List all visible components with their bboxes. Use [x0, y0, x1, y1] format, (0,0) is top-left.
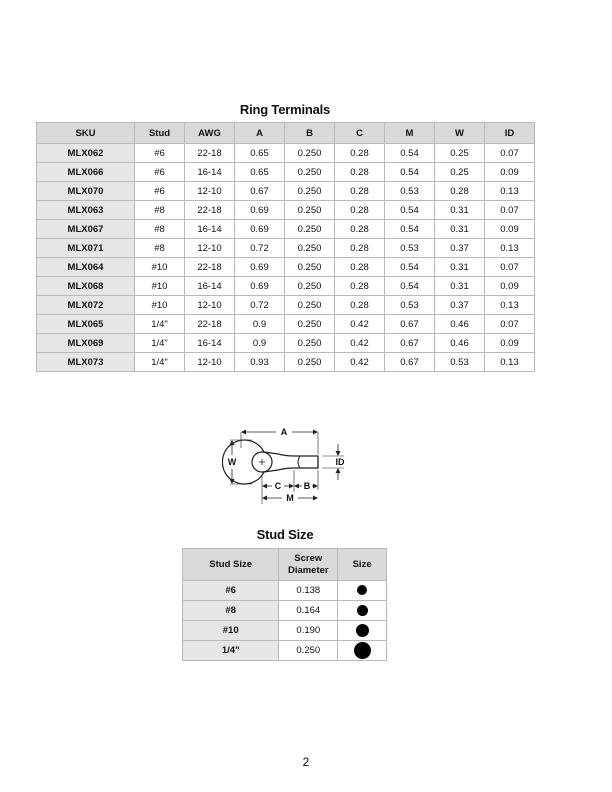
table-cell: 22-18 [185, 315, 235, 334]
table-cell: 0.07 [485, 201, 535, 220]
size-dot-cell [338, 601, 387, 621]
header-b: B [285, 123, 335, 144]
table-cell: 0.28 [335, 296, 385, 315]
table-row [37, 144, 535, 163]
table-cell: 16-14 [185, 220, 235, 239]
table-cell: 0.69 [235, 277, 285, 296]
table-cell: 0.37 [435, 296, 485, 315]
table-row [183, 621, 387, 641]
table-cell: 0.25 [435, 163, 485, 182]
table-row [37, 353, 535, 372]
table-cell: 0.250 [285, 353, 335, 372]
table-cell: 0.13 [485, 239, 535, 258]
table-cell: 0.28 [335, 182, 385, 201]
header-a: A [235, 123, 285, 144]
table-cell: #10 [135, 258, 185, 277]
screw-diameter-cell: 0.138 [279, 581, 338, 601]
header-c: C [335, 123, 385, 144]
table-cell: 12-10 [185, 182, 235, 201]
table-cell: 22-18 [185, 258, 235, 277]
table-cell: 0.07 [485, 315, 535, 334]
table-cell: 0.67 [385, 353, 435, 372]
table-cell: #10 [135, 296, 185, 315]
screw-diameter-cell: 0.250 [279, 641, 338, 661]
table-cell: 0.250 [285, 258, 335, 277]
sku-cell: MLX068 [37, 277, 135, 296]
table-cell: 0.28 [335, 220, 385, 239]
table-cell: 12-10 [185, 296, 235, 315]
table-cell: 0.54 [385, 201, 435, 220]
table-cell: 0.46 [435, 315, 485, 334]
table-row [37, 239, 535, 258]
screw-diameter-cell: 0.190 [279, 621, 338, 641]
table-cell: 0.53 [385, 182, 435, 201]
table-cell: 12-10 [185, 353, 235, 372]
table-cell: 0.28 [435, 182, 485, 201]
stud-size-cell: 1/4" [183, 641, 279, 661]
sku-cell: MLX073 [37, 353, 135, 372]
table-cell: 0.28 [335, 201, 385, 220]
header-stud: Stud [135, 123, 185, 144]
table-row [37, 201, 535, 220]
table-row [37, 182, 535, 201]
ring-terminal-dimension-diagram [222, 420, 352, 506]
size-dot-cell [338, 621, 387, 641]
table-cell: 0.65 [235, 163, 285, 182]
table-cell: #6 [135, 144, 185, 163]
sku-cell: MLX067 [37, 220, 135, 239]
ring-terminals-title: Ring Terminals [239, 102, 331, 117]
table-cell: 0.53 [385, 239, 435, 258]
table-cell: 1/4" [135, 334, 185, 353]
table-cell: 0.31 [435, 258, 485, 277]
sku-cell: MLX070 [37, 182, 135, 201]
table-cell: 0.67 [385, 315, 435, 334]
table-cell: 0.28 [335, 277, 385, 296]
table-cell: 0.13 [485, 182, 535, 201]
dim-label-id: ID [335, 457, 345, 467]
sku-cell: MLX066 [37, 163, 135, 182]
ring-terminals-table [36, 122, 535, 372]
table-cell: 0.250 [285, 239, 335, 258]
table-cell: 0.28 [335, 258, 385, 277]
table-cell: 0.54 [385, 220, 435, 239]
table-row [37, 220, 535, 239]
table-cell: 16-14 [185, 163, 235, 182]
sku-cell: MLX069 [37, 334, 135, 353]
table-cell: 1/4" [135, 315, 185, 334]
dim-label-c: C [274, 481, 282, 491]
stud-size-dot-icon [354, 642, 371, 659]
stud-size-cell: #10 [183, 621, 279, 641]
table-cell: 1/4" [135, 353, 185, 372]
table-cell: 0.250 [285, 144, 335, 163]
table-row [37, 258, 535, 277]
table-cell: 0.250 [285, 277, 335, 296]
header-awg: AWG [185, 123, 235, 144]
table-cell: 0.65 [235, 144, 285, 163]
table-cell: 22-18 [185, 144, 235, 163]
table-cell: #8 [135, 220, 185, 239]
table-header-row [37, 123, 535, 144]
dim-label-w: W [227, 457, 237, 467]
table-cell: 0.31 [435, 277, 485, 296]
table-cell: 0.69 [235, 258, 285, 277]
table-cell: 16-14 [185, 334, 235, 353]
table-cell: 0.09 [485, 220, 535, 239]
table-cell: 0.13 [485, 296, 535, 315]
dim-label-b: B [303, 481, 311, 491]
table-cell: 0.69 [235, 220, 285, 239]
table-cell: 0.250 [285, 201, 335, 220]
size-dot-cell [338, 581, 387, 601]
terminal-outline [222, 440, 318, 484]
sku-cell: MLX063 [37, 201, 135, 220]
table-cell: 0.69 [235, 201, 285, 220]
page-number: 2 [302, 755, 310, 769]
dim-label-m: M [286, 493, 294, 503]
table-cell: 0.42 [335, 315, 385, 334]
table-cell: 0.9 [235, 334, 285, 353]
table-cell: 0.09 [485, 334, 535, 353]
table-cell: 0.09 [485, 163, 535, 182]
stud-size-cell: #8 [183, 601, 279, 621]
sku-cell: MLX065 [37, 315, 135, 334]
table-cell: 0.37 [435, 239, 485, 258]
table-cell: 0.42 [335, 334, 385, 353]
table-cell: 0.54 [385, 258, 435, 277]
table-header-row [183, 549, 387, 581]
table-cell: 0.53 [385, 296, 435, 315]
table-cell: 0.9 [235, 315, 285, 334]
sku-cell: MLX064 [37, 258, 135, 277]
table-cell: 0.250 [285, 334, 335, 353]
table-cell: #6 [135, 182, 185, 201]
table-cell: 0.67 [385, 334, 435, 353]
table-cell: #10 [135, 277, 185, 296]
table-cell: 0.54 [385, 163, 435, 182]
table-row [183, 601, 387, 621]
table-cell: 0.72 [235, 239, 285, 258]
table-cell: 0.42 [335, 353, 385, 372]
table-cell: 0.250 [285, 315, 335, 334]
stud-size-cell: #6 [183, 581, 279, 601]
table-row [183, 641, 387, 661]
table-cell: #8 [135, 201, 185, 220]
table-cell: 0.13 [485, 353, 535, 372]
table-row [37, 334, 535, 353]
table-cell: 0.250 [285, 296, 335, 315]
header-screw-diameter: Screw Diameter [279, 549, 338, 581]
sku-cell: MLX071 [37, 239, 135, 258]
table-cell: 0.72 [235, 296, 285, 315]
header-w: W [435, 123, 485, 144]
header-stud-size: Stud Size [183, 549, 279, 581]
stud-size-table [182, 548, 387, 661]
table-cell: 0.28 [335, 239, 385, 258]
table-cell: 0.93 [235, 353, 285, 372]
table-cell: 0.31 [435, 220, 485, 239]
table-cell: 16-14 [185, 277, 235, 296]
table-row [183, 581, 387, 601]
table-cell: 0.28 [335, 144, 385, 163]
sku-cell: MLX072 [37, 296, 135, 315]
table-cell: #8 [135, 239, 185, 258]
table-cell: 12-10 [185, 239, 235, 258]
dim-label-a: A [280, 427, 288, 437]
table-cell: 0.250 [285, 220, 335, 239]
table-cell: 0.07 [485, 258, 535, 277]
table-cell: 0.53 [435, 353, 485, 372]
header-m: M [385, 123, 435, 144]
table-cell: 0.250 [285, 182, 335, 201]
header-id: ID [485, 123, 535, 144]
table-cell: 0.31 [435, 201, 485, 220]
table-cell: 0.28 [335, 163, 385, 182]
table-cell: 0.07 [485, 144, 535, 163]
table-row [37, 296, 535, 315]
sku-cell: MLX062 [37, 144, 135, 163]
table-cell: 0.54 [385, 277, 435, 296]
table-cell: 0.25 [435, 144, 485, 163]
table-cell: 0.67 [235, 182, 285, 201]
header-sku: SKU [37, 123, 135, 144]
table-cell: 22-18 [185, 201, 235, 220]
stud-size-title: Stud Size [256, 527, 314, 542]
table-cell: 0.46 [435, 334, 485, 353]
table-row [37, 315, 535, 334]
size-dot-cell [338, 641, 387, 661]
table-cell: 0.250 [285, 163, 335, 182]
stud-size-dot-icon [356, 624, 369, 637]
screw-diameter-cell: 0.164 [279, 601, 338, 621]
stud-size-dot-icon [357, 605, 368, 616]
header-size: Size [338, 549, 387, 581]
table-cell: #6 [135, 163, 185, 182]
table-row [37, 163, 535, 182]
table-cell: 0.54 [385, 144, 435, 163]
table-row [37, 277, 535, 296]
table-cell: 0.09 [485, 277, 535, 296]
stud-size-dot-icon [357, 585, 367, 595]
